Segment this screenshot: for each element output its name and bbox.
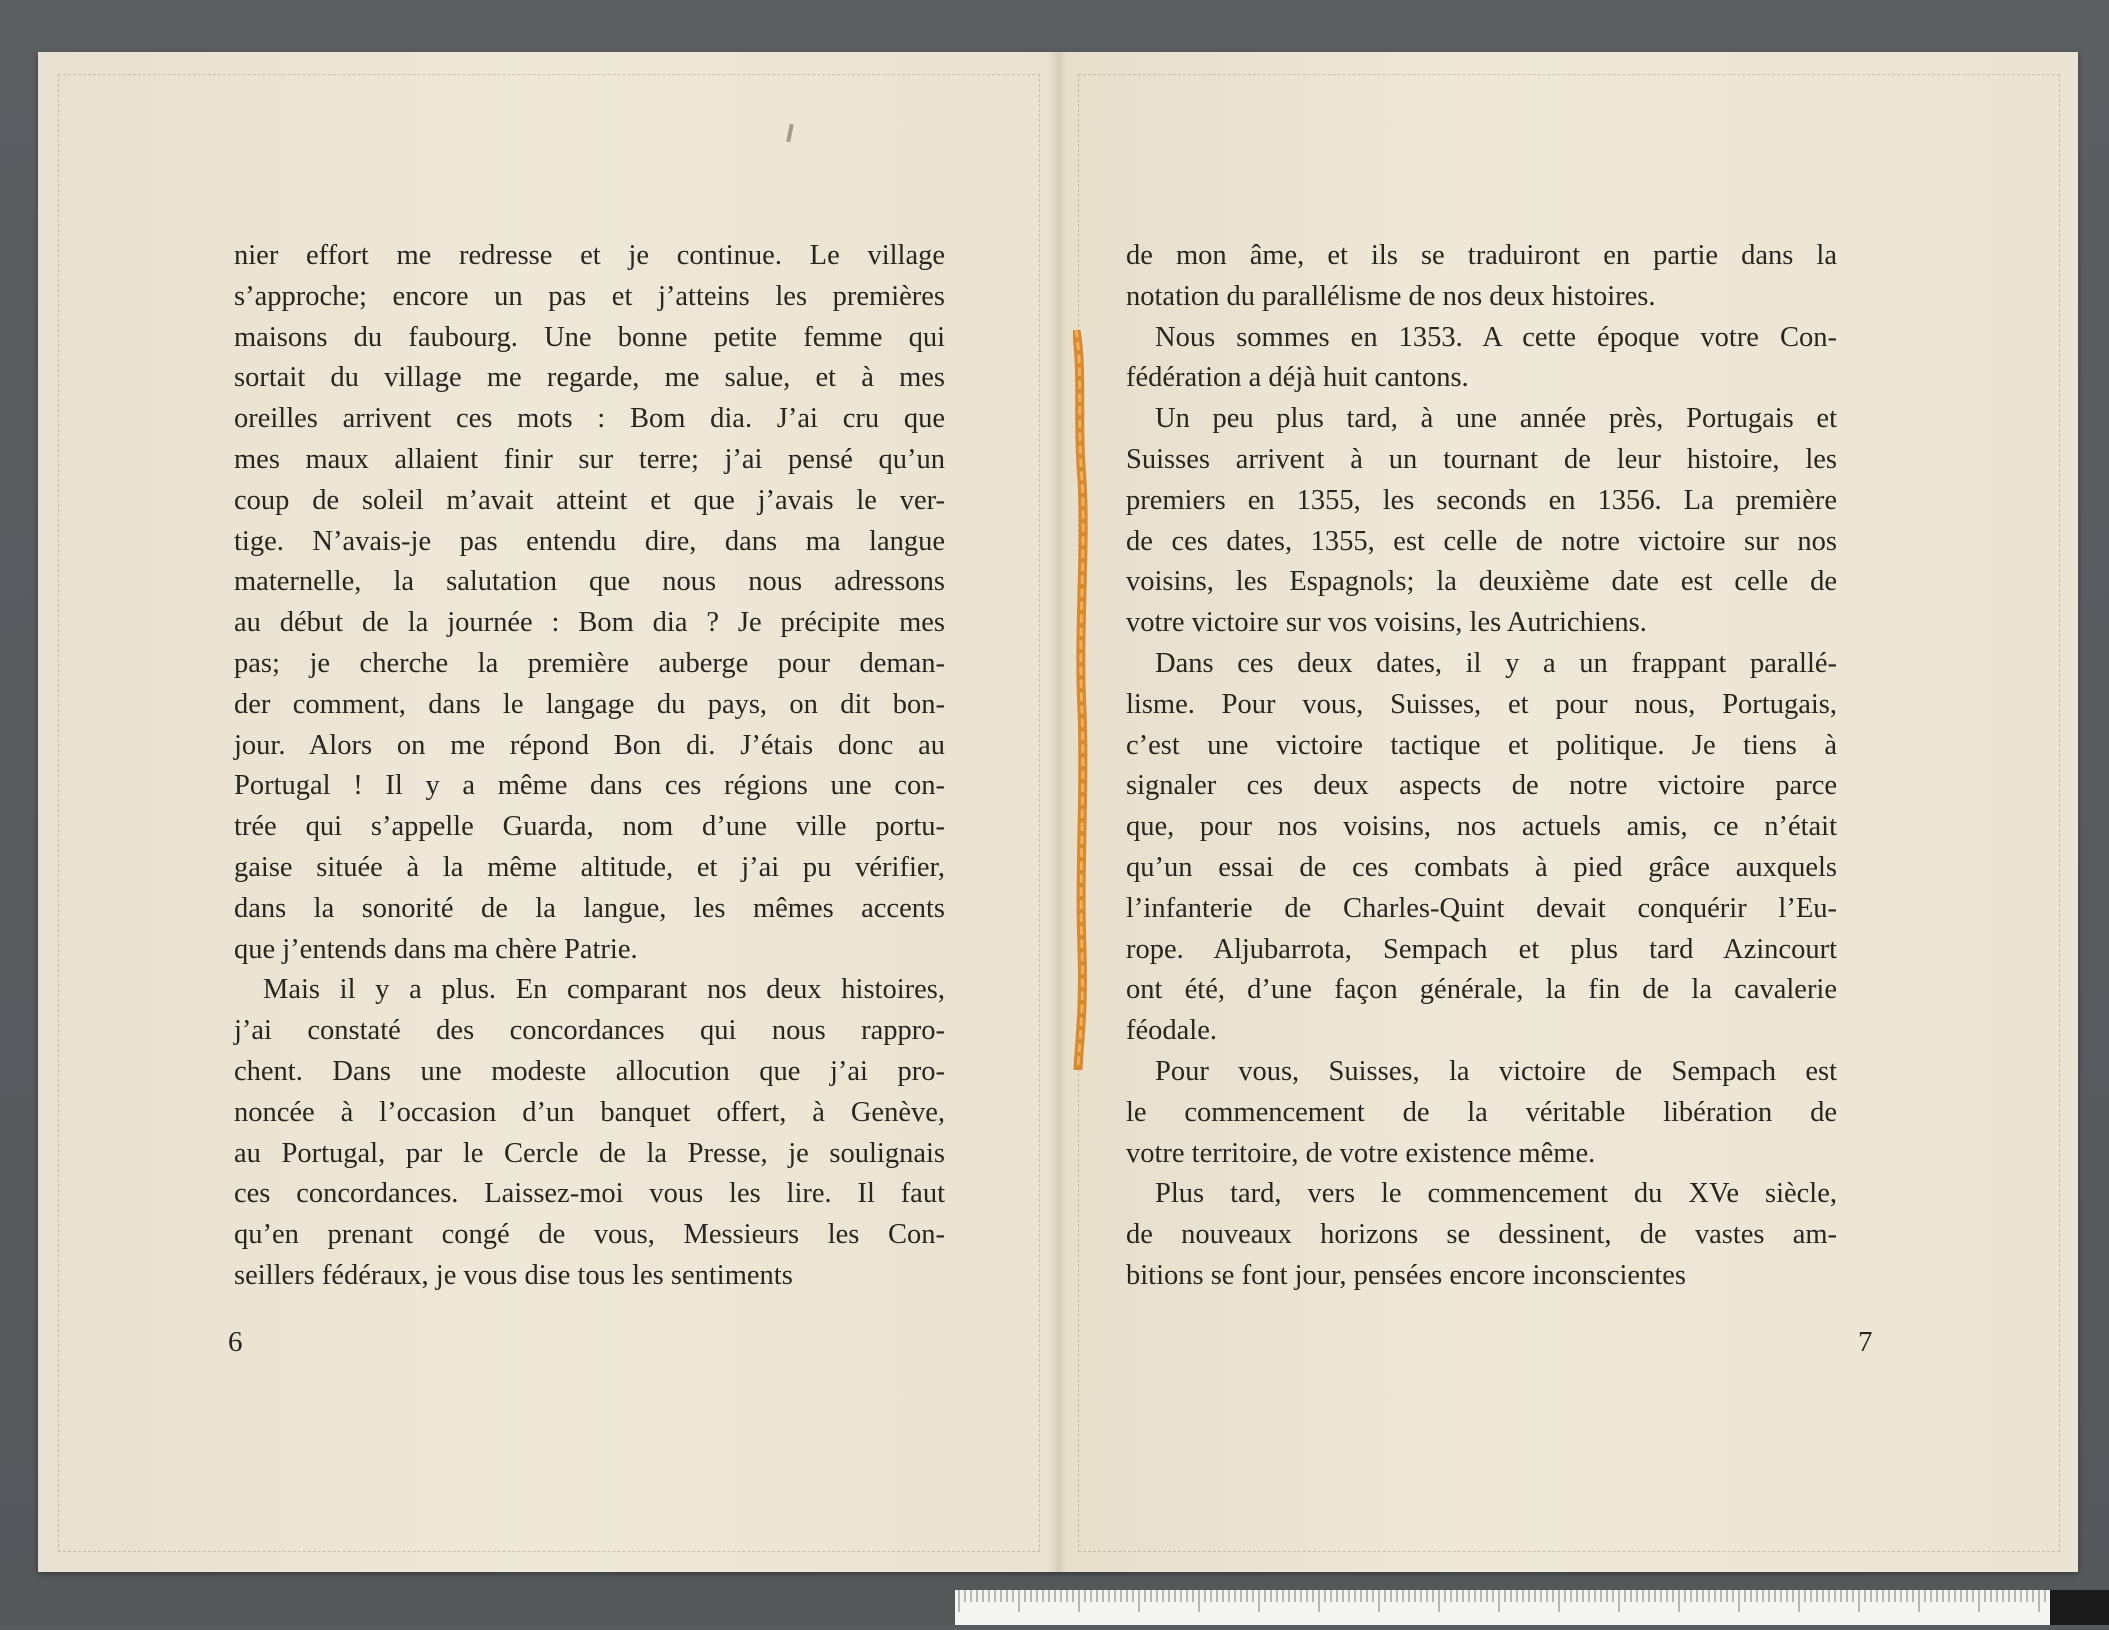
text-line: dans la sonorité de la langue, les mêmes accents <box>234 892 945 924</box>
text-line: l’infanterie de Charles-Quint devait conquérir l’Eu- <box>1126 892 1837 924</box>
text-line: sortait du village me regarde, me salue, et à mes <box>234 362 945 394</box>
right-page-number: 7 <box>1858 1326 1873 1358</box>
ruler-ticks <box>955 1590 2109 1625</box>
left-page-text <box>234 236 945 1297</box>
right-page-text <box>1126 236 1837 1297</box>
text-line: ont été, d’une façon générale, la fin de la cavalerie <box>1126 974 1837 1006</box>
text-line: au début de la journée : Bom dia ? Je précipite mes <box>234 607 945 639</box>
text-line: qu’un essai de ces combats à pied grâce auxquels <box>1126 851 1837 883</box>
binding-gutter <box>1048 52 1068 1572</box>
text-line: trée qui s’appelle Guarda, nom d’une ville portu- <box>234 811 945 843</box>
text-line: pas; je cherche la première auberge pour deman- <box>234 647 945 679</box>
text-line: maisons du faubourg. Une bonne petite femme qui <box>234 321 945 353</box>
text-line: votre victoire sur vos voisins, les Autrichiens. <box>1126 607 1647 639</box>
text-line: s’approche; encore un pas et j’atteins les premières <box>234 280 945 312</box>
text-line: de ces dates, 1355, est celle de notre victoire sur nos <box>1126 525 1837 557</box>
text-line: notation du parallélisme de nos deux histoires. <box>1126 280 1656 312</box>
text-line: féodale. <box>1126 1015 1217 1047</box>
text-line: qu’en prenant congé de vous, Messieurs les Con- <box>234 1219 945 1251</box>
text-line: au Portugal, par le Cercle de la Presse, je soulignais <box>234 1137 945 1169</box>
text-line: noncée à l’occasion d’un banquet offert, à Genève, <box>234 1096 945 1128</box>
text-line: oreilles arrivent ces mots : Bom dia. J’ai cru que <box>234 403 945 435</box>
text-line: Mais il y a plus. En comparant nos deux histoires, <box>263 974 945 1006</box>
text-line: Nous sommes en 1353. A cette époque votre Con- <box>1155 321 1837 353</box>
text-line: Dans ces deux dates, il y a un frappant parallé- <box>1155 647 1837 679</box>
text-line: le commencement de la véritable libération de <box>1126 1096 1837 1128</box>
text-line: Un peu plus tard, à une année près, Portugais et <box>1155 403 1837 435</box>
text-line: chent. Dans une modeste allocution que j’ai pro- <box>234 1055 945 1087</box>
text-line: coup de soleil m’avait atteint et que j’avais le ver- <box>234 484 945 516</box>
text-line: Plus tard, vers le commencement du XVe siècle, <box>1155 1178 1837 1210</box>
text-line: de mon âme, et ils se traduiront en partie dans la <box>1126 240 1837 271</box>
text-line: Suisses arrivent à un tournant de leur histoire, les <box>1126 443 1837 475</box>
text-line: votre territoire, de votre existence même. <box>1126 1137 1596 1169</box>
text-line: seillers fédéraux, je vous dise tous les sentiments <box>234 1259 793 1291</box>
text-line: j’ai constaté des concordances qui nous rappro- <box>234 1015 945 1047</box>
text-line: tige. N’avais-je pas entendu dire, dans ma langue <box>234 525 945 557</box>
text-line: rope. Aljubarrota, Sempach et plus tard Azincourt <box>1126 933 1837 965</box>
text-line: bitions se font jour, pensées encore inconscientes <box>1126 1259 1686 1291</box>
text-line: maternelle, la salutation que nous nous adressons <box>234 566 945 598</box>
text-line: jour. Alors on me répond Bon di. J’étais donc au <box>234 729 945 761</box>
text-line: lisme. Pour vous, Suisses, et pour nous, Portugais, <box>1126 688 1837 720</box>
scale-ruler <box>955 1590 2109 1625</box>
text-line: que j’entends dans ma chère Patrie. <box>234 933 638 965</box>
text-line: c’est une victoire tactique et politique. Je tiens à <box>1126 729 1837 761</box>
text-line: gaise située à la même altitude, et j’ai pu vérifier, <box>234 851 945 883</box>
text-line: Portugal ! Il y a même dans ces régions une con- <box>234 770 945 802</box>
text-line: signaler ces deux aspects de notre victoire parce <box>1126 770 1837 802</box>
left-page-number: 6 <box>228 1326 243 1358</box>
text-line: ces concordances. Laissez-moi vous les lire. Il faut <box>234 1178 945 1210</box>
text-line: der comment, dans le langage du pays, on dit bon- <box>234 688 945 720</box>
text-line: que, pour nos voisins, nos actuels amis, ce n’était <box>1126 811 1837 843</box>
text-line: premiers en 1355, les seconds en 1356. La première <box>1126 484 1837 516</box>
text-line: nier effort me redresse et je continue. Le village <box>234 240 945 271</box>
text-line: mes maux allaient finir sur terre; j’ai pensé qu’un <box>234 443 945 475</box>
text-line: voisins, les Espagnols; la deuxième date est celle de <box>1126 566 1837 598</box>
binding-thread <box>1073 330 1089 1070</box>
text-line: de nouveaux horizons se dessinent, de vastes am- <box>1126 1219 1837 1251</box>
ruler-end-block <box>2050 1590 2109 1625</box>
text-line: Pour vous, Suisses, la victoire de Sempach est <box>1155 1055 1837 1087</box>
text-line: fédération a déjà huit cantons. <box>1126 362 1469 394</box>
